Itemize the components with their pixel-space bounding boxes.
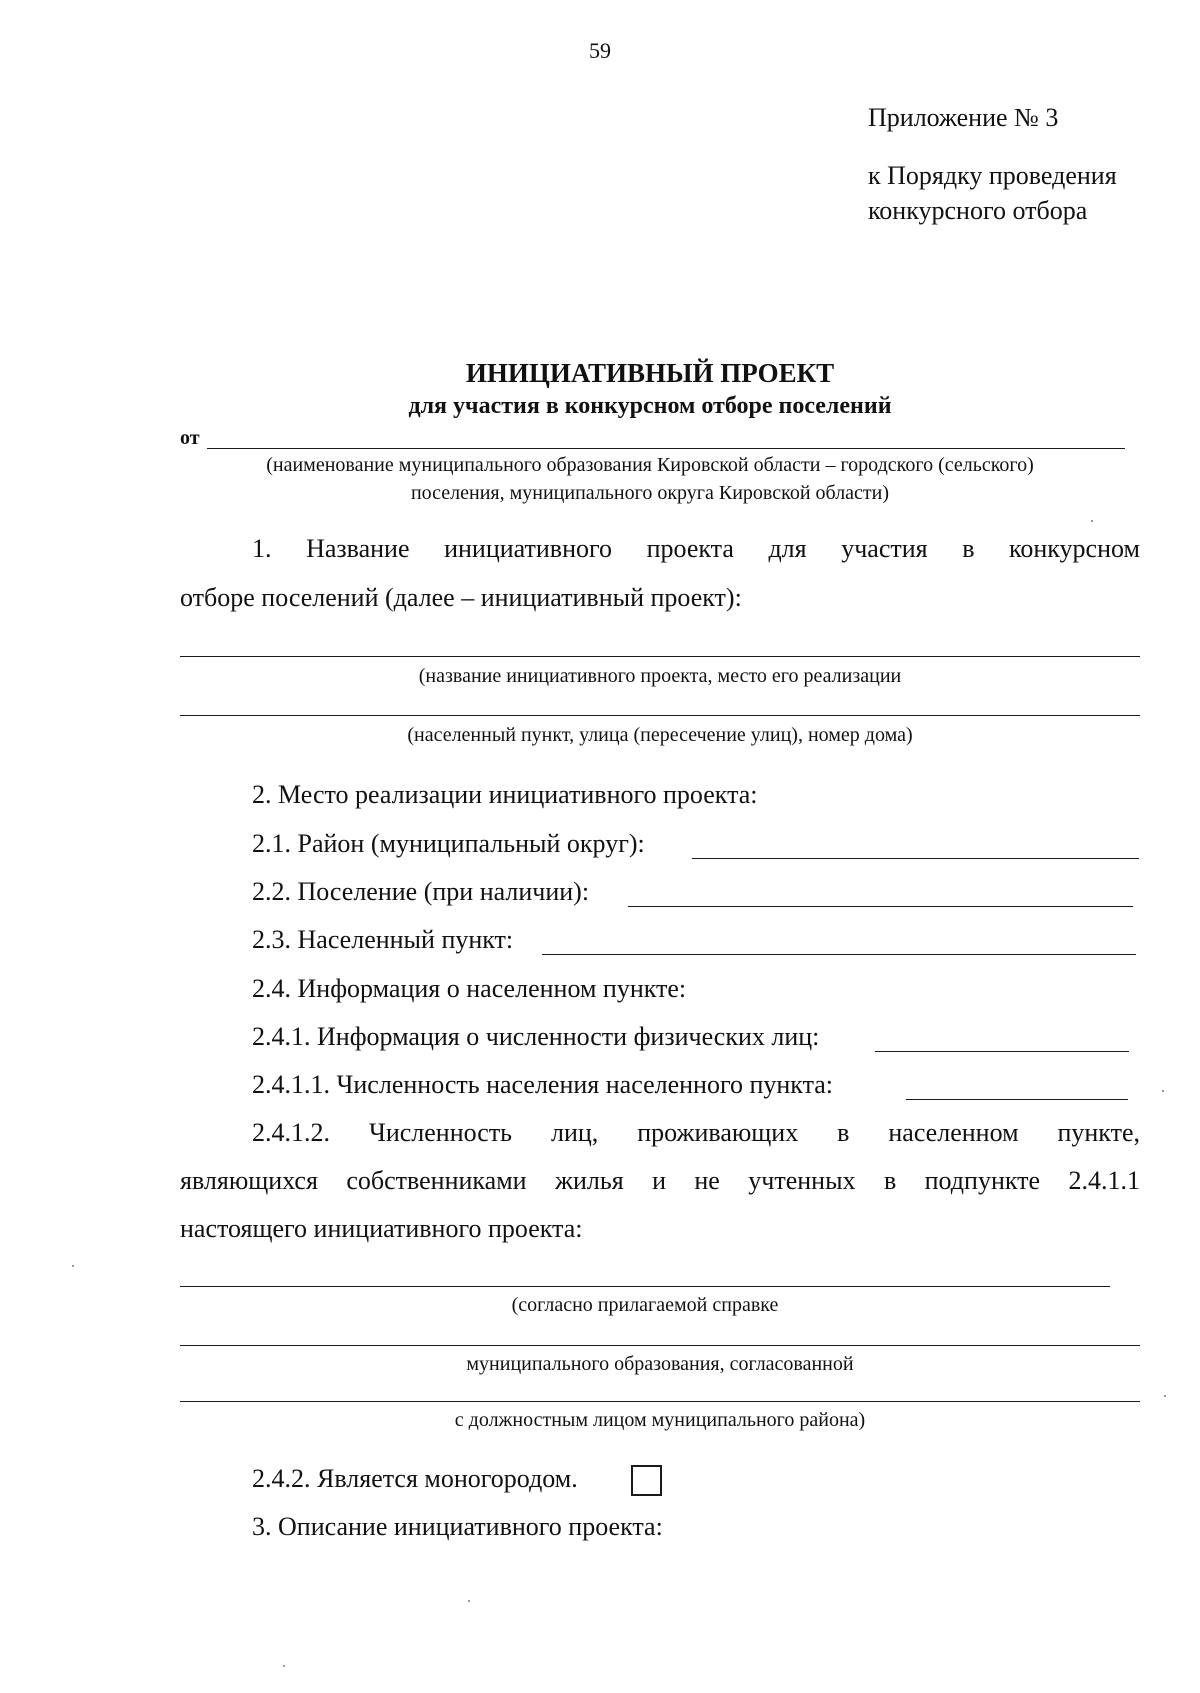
owners-word: собственниками [346,1166,527,1195]
owners-word: пункте, [1057,1118,1140,1147]
owners-line3: настоящего инициативного проекта: [180,1214,583,1243]
monotown-label: 2.4.2. Является моногородом. [252,1464,578,1493]
population-info-input-line[interactable] [875,1051,1129,1052]
section1-word: инициативного [444,534,613,563]
appendix-header [868,100,1117,228]
owners-line2 [180,1166,1140,1196]
owners-word: проживающих [637,1118,799,1147]
owners-caption3: с должностным лицом муниципального района) [454,1409,866,1431]
owners-word: и [652,1166,666,1195]
owners-caption2: муниципального образования, согласованной [466,1353,854,1375]
owners-word: подпункте [924,1166,1041,1195]
owners-word: в [883,1166,897,1195]
owners-word: не [694,1166,720,1195]
population-count-label: 2.4.1.1. Численность населения населенного пункта: [252,1070,834,1099]
section1-word: Название [306,534,410,563]
scan-speck [72,1265,74,1267]
owners-line1 [252,1118,1140,1148]
locality-input-line[interactable] [542,954,1136,955]
district-input-line[interactable] [692,858,1139,859]
from-label: от [180,427,200,449]
owners-word: жилья [554,1166,624,1195]
document-title: ИНИЦИАТИВНЫЙ ПРОЕКТ [465,358,835,388]
appendix-reference-line2: конкурсного отбора [868,196,1088,225]
section1-word: для [768,534,807,563]
from-caption-line1: (наименование муниципального образования Кировской области – городского (сельского) [266,454,1034,476]
owners-word: учтенных [748,1166,856,1195]
from-caption-line2: поселения, муниципального округа Кировской области) [410,482,890,504]
monotown-checkbox[interactable] [631,1465,662,1496]
section1-word: проекта [646,534,734,563]
scan-speck [468,1600,470,1602]
section1-line2: отборе поселений (далее – инициативный проект): [180,583,742,612]
settlement-label: 2.2. Поселение (при наличии): [252,877,590,906]
owners-word: являющихся [180,1166,318,1195]
section1-word: в [962,534,975,563]
project-address-caption: (населенный пункт, улица (пересечение улиц), номер дома) [407,724,913,746]
owners-input-line1[interactable] [180,1286,1110,1287]
section2-heading: 2. Место реализации инициативного проекта: [252,780,758,809]
owners-word: 2.4.1.2. [252,1118,330,1147]
owners-word: населенном [888,1118,1019,1147]
district-label: 2.1. Район (муниципальный округ): [252,829,645,858]
scan-speck [1164,1395,1166,1397]
owners-word: 2.4.1.1 [1068,1166,1140,1195]
population-info-label: 2.4.1. Информация о численности физических лиц: [252,1022,820,1051]
project-address-input-line[interactable] [180,715,1140,716]
locality-label: 2.3. Населенный пункт: [252,925,514,954]
section1-number: 1. [252,534,272,563]
from-input-line[interactable] [207,448,1125,449]
project-name-input-line[interactable] [180,656,1140,657]
scan-speck [1091,520,1093,522]
section3-heading: 3. Описание инициативного проекта: [252,1512,663,1541]
scan-speck [283,1665,285,1667]
owners-caption1: (согласно прилагаемой справке [511,1294,779,1316]
population-count-input-line[interactable] [906,1099,1128,1100]
owners-word: в [837,1118,850,1147]
owners-word: Численность [368,1118,513,1147]
project-name-caption: (название инициативного проекта, место его реализации [418,665,902,687]
owners-word: лиц, [550,1118,599,1147]
section1-heading [252,534,1140,564]
section1-word: конкурсном [1009,534,1140,563]
settlement-input-line[interactable] [628,906,1133,907]
owners-input-line2[interactable] [180,1345,1140,1346]
appendix-number: Приложение № 3 [868,103,1059,132]
owners-input-line3[interactable] [180,1401,1140,1402]
locality-info-label: 2.4. Информация о населенном пункте: [252,974,687,1003]
appendix-reference-line1: к Порядку проведения [868,161,1117,190]
document-subtitle: для участия в конкурсном отборе поселений [408,393,892,419]
page-number: 59 [589,38,611,63]
scan-speck [1162,1090,1164,1092]
section1-word: участия [841,534,928,563]
